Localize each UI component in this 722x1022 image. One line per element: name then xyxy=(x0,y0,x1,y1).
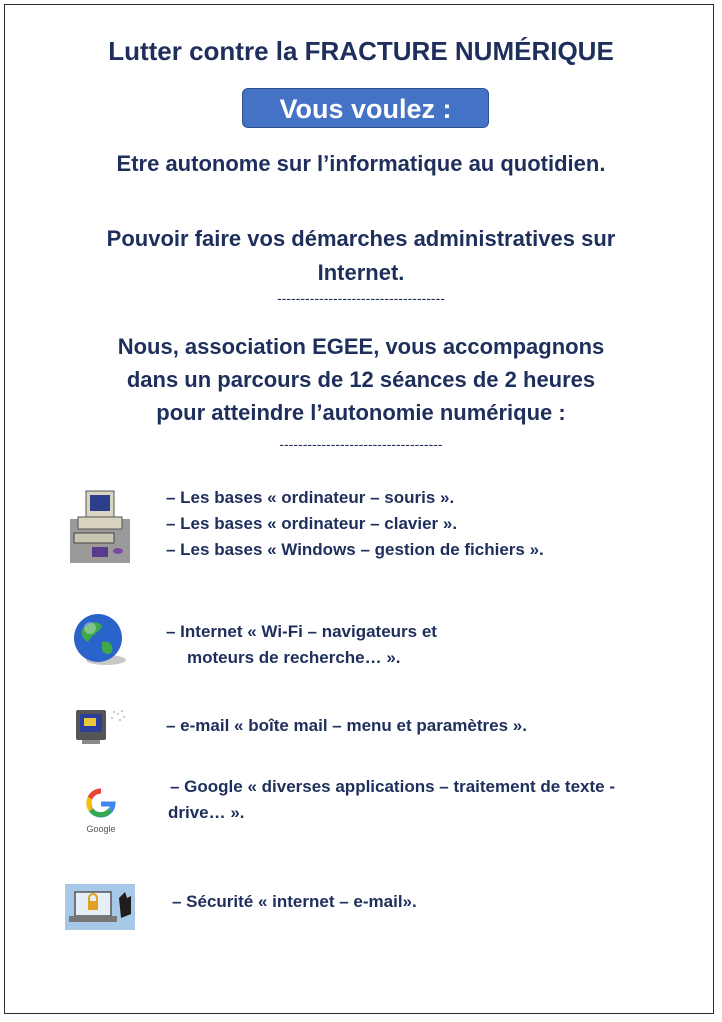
vous-voulez-badge: Vous voulez : xyxy=(242,88,489,128)
paragraph-autonome: Etre autonome sur l’informatique au quotidien. xyxy=(116,151,606,176)
paragraph-association-line2: dans un parcours de 12 séances de 2 heures xyxy=(126,367,596,392)
security-line-1: – Sécurité « internet – e-mail». xyxy=(172,892,417,911)
globe-icon xyxy=(72,612,128,668)
internet-line-2: moteurs de recherche… ». xyxy=(187,648,401,667)
paragraph-demarches-line1: Pouvoir faire vos démarches administratives sur xyxy=(106,226,616,251)
internet-line-1: – Internet « Wi-Fi – navigateurs et xyxy=(166,622,437,641)
computer-line-1: – Les bases « ordinateur – souris ». xyxy=(166,488,455,507)
paragraph-association xyxy=(0,330,722,429)
paragraph-association-line3: pour atteindre l’autonomie numérique : xyxy=(156,400,566,425)
mail-computer-icon xyxy=(74,706,128,746)
separator-1: ------------------------------------ xyxy=(277,290,445,306)
security-laptop-icon xyxy=(65,884,135,930)
email-line-1: – e-mail « boîte mail – menu et paramètres ». xyxy=(166,716,527,735)
computer-line-3: – Les bases « Windows – gestion de fichiers ». xyxy=(166,540,544,559)
paragraph-association-line1: Nous, association EGEE, vous accompagnons xyxy=(117,334,605,359)
paragraph-demarches xyxy=(0,222,722,290)
google-logo-icon xyxy=(84,788,118,834)
google-logo-text: Google xyxy=(86,824,116,834)
google-line-2: drive… ». xyxy=(168,803,245,822)
separator-2: ----------------------------------- xyxy=(279,436,443,452)
computer-icon xyxy=(70,489,130,563)
google-line-1: – Google « diverses applications – traitement de texte - xyxy=(170,777,615,796)
paragraph-demarches-line2: Internet. xyxy=(317,260,405,285)
page-title: Lutter contre la FRACTURE NUMÉRIQUE xyxy=(108,36,614,66)
computer-line-2: – Les bases « ordinateur – clavier ». xyxy=(166,514,458,533)
